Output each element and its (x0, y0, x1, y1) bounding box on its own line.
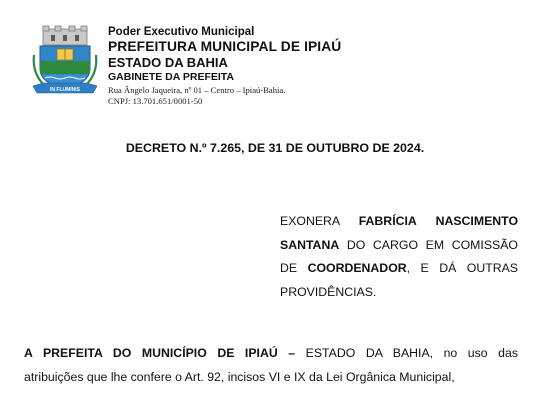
decree-body (24, 341, 518, 389)
body-line: atribuições que lhe confere o Art. 92, incisos VI e IX da Lei Orgânica Municipal, (24, 370, 455, 384)
cnpj: CNPJ: 13.701.651/0001-50 (108, 95, 203, 106)
municipality-name: PREFEITURA MUNICIPAL DE IPIAÚ (108, 39, 342, 54)
person-name-last: SANTANA (280, 237, 340, 252)
decree-summary (280, 210, 518, 304)
body-line (24, 341, 518, 365)
summary-line: PROVIDÊNCIAS. (280, 284, 377, 299)
summary-text: DO CARGO EM COMISSÃO (346, 237, 518, 252)
summary-verb: EXONERA (280, 214, 340, 228)
summary-text: , E DÁ OUTRAS (406, 261, 518, 275)
summary-line (280, 210, 518, 234)
position-title: COORDENADOR (307, 261, 407, 275)
address: Rua Ângelo Jaqueira, nº 01 – Centro – Ipiaú-Bahia. (108, 85, 286, 95)
summary-line (280, 257, 518, 281)
body-text: ESTADO DA BAHIA, no uso das (305, 346, 518, 360)
summary-line (280, 234, 518, 258)
municipal-seal-icon (30, 25, 100, 98)
seal-motto: IN FLUMINIS (50, 87, 80, 93)
executive-power-label: Poder Executivo Municipal (108, 26, 255, 38)
letterhead (108, 25, 528, 106)
summary-text: DE (280, 261, 298, 275)
office-name: GABINETE DA PREFEITA (108, 71, 235, 83)
person-name-first: FABRÍCIA NASCIMENTO (358, 214, 519, 228)
state-name: ESTADO DA BAHIA (108, 55, 228, 70)
decree-title: DECRETO N.º 7.265, DE 31 DE OUTUBRO DE 2024. (125, 141, 425, 155)
authority-label: A PREFEITA DO MUNICÍPIO DE IPIAÚ – (24, 346, 296, 360)
